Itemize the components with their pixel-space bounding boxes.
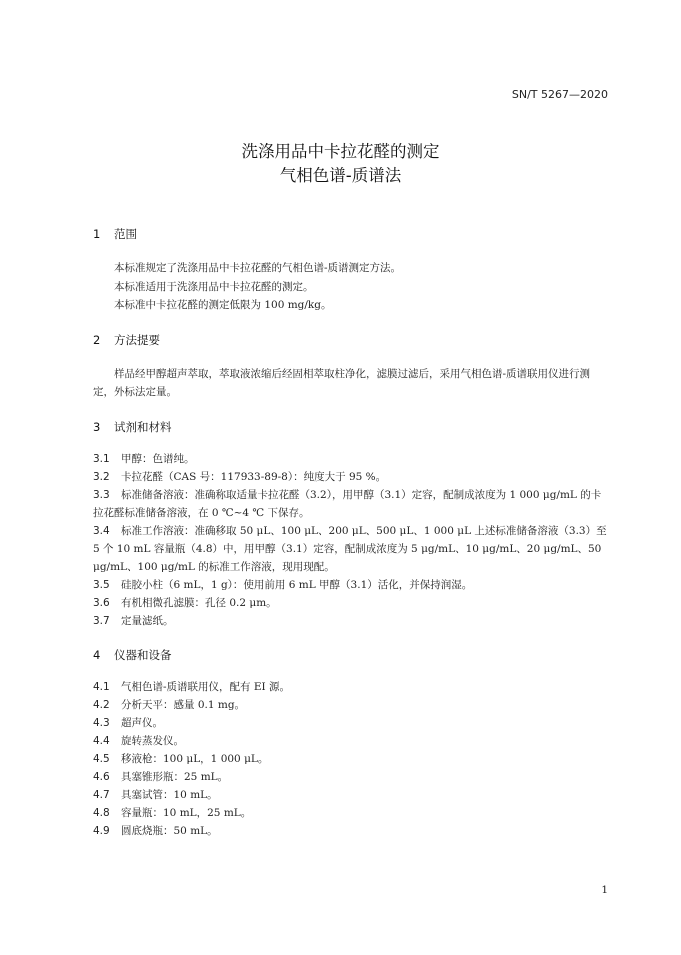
list-item: 4.5 移液枪：100 μL，1 000 μL。 (93, 752, 269, 765)
list-item: 4.4 旋转蒸发仪。 (93, 734, 184, 747)
list-item: 4.8 容量瓶：10 mL，25 mL。 (93, 806, 252, 819)
document-body (93, 226, 609, 840)
list-item: 3.4 标准工作溶液：准确移取 50 μL、100 μL、200 μL、500 μL、1 000 μL 上述标准储备溶液（3.3）至 5 个 10 mL 容量瓶（4.8）中，用甲醇（3.1）定容，配制成浓度为 5 μg/mL、10 μg/mL、20 μg/mL、50 μg/mL、100 μg/mL 的标准工作溶液，现用现配。 (93, 524, 607, 573)
list-item: 4.6 具塞锥形瓶：25 mL。 (93, 770, 229, 783)
paragraph: 本标准中卡拉花醛的测定低限为 100 mg/kg。 (114, 299, 332, 311)
list-item: 3.3 标准储备溶液：准确称取适量卡拉花醛（3.2），用甲醇（3.1）定容，配制成浓度为 1 000 μg/mL 的卡拉花醛标准储备溶液，在 0 ℃~4 ℃ 下保存。 (93, 488, 602, 519)
list-item: 3.5 硅胶小柱（6 mL，1 g）：使用前用 6 mL 甲醇（3.1）活化，并保持润湿。 (93, 578, 473, 591)
list-item: 4.2 分析天平：感量 0.1 mg。 (93, 698, 246, 711)
list-item: 3.2 卡拉花醛（CAS 号：117933-89-8）：纯度大于 95 %。 (93, 470, 387, 483)
paragraph: 本标准规定了洗涤用品中卡拉花醛的气相色谱-质谱测定方法。 (114, 262, 402, 274)
title-line-2: 气相色谱-质谱法 (279, 166, 402, 185)
page-number: 1 (601, 884, 608, 896)
list-item: 3.1 甲醇：色谱纯。 (93, 452, 195, 465)
section-heading-method-summary: 2 方法提要 (93, 332, 160, 347)
section-heading-apparatus: 4 仪器和设备 (93, 647, 172, 662)
paragraph: 本标准适用于洗涤用品中卡拉花醛的测定。 (114, 280, 314, 293)
section-heading-reagents: 3 试剂和材料 (93, 419, 172, 434)
standard-code: SN/T 5267—2020 (511, 88, 608, 101)
title-line-1: 洗涤用品中卡拉花醛的测定 (241, 142, 440, 161)
list-item: 3.7 定量滤纸。 (93, 614, 174, 627)
list-item: 4.9 圆底烧瓶：50 mL。 (93, 824, 218, 837)
document-title (0, 140, 681, 188)
list-item: 3.6 有机相微孔滤膜：孔径 0.2 μm。 (93, 596, 277, 609)
list-item: 4.7 具塞试管：10 mL。 (93, 788, 218, 801)
section-heading-scope: 1 范围 (93, 227, 137, 241)
list-item: 4.1 气相色谱-质谱联用仪，配有 EI 源。 (93, 680, 291, 693)
paragraph: 样品经甲醇超声萃取，萃取液浓缩后经固相萃取柱净化，滤膜过滤后，采用气相色谱-质谱联用仪进行测定，外标法定量。 (93, 367, 591, 398)
list-item: 4.3 超声仪。 (93, 716, 163, 729)
